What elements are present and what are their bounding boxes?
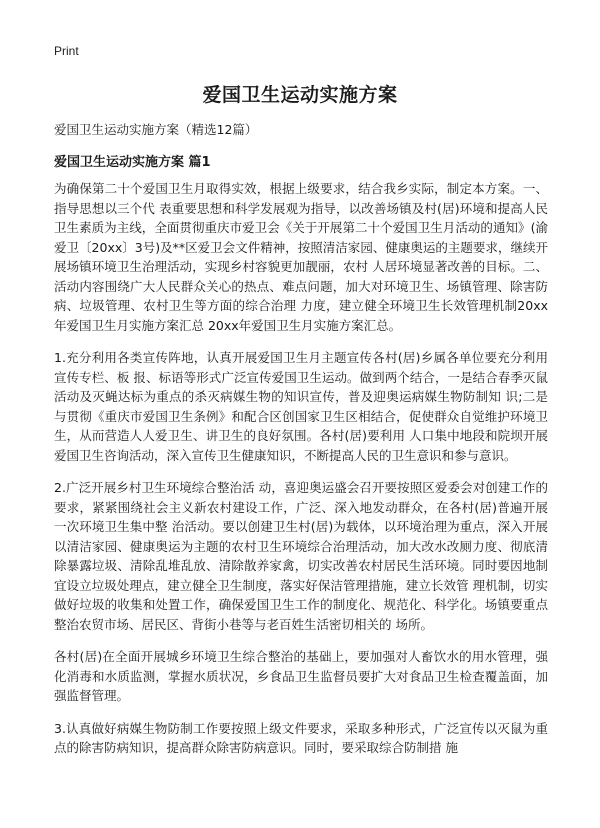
paragraph-1: 1.充分利用各类宣传阵地，认真开展爱国卫生月主题宣传各村(居)乡属各单位要充分利用宣传专栏、板 报、标语等形式广泛宣传爱国卫生运动。做到两个结合，一是结合春季灭鼠活动及灭蝇达标为重点的杀灭病媒生物的知识宣传，普及迎奥运病媒生物防制知 识;二是与贯彻《重庆市爱国卫生条例》和配合区创国家卫生区相结合，促使群众自觉维护环境卫生，从而营造人人爱卫生、讲卫生的良好氛围。各村(居)要利用 人口集中地段和院坝开展爱国卫生咨询活动，深入宣传卫生健康知识，不断提高人民的卫生意识和参与意识。 — [54, 350, 548, 463]
document-title: 爱国卫生运动实施方案 — [202, 84, 398, 106]
paragraph-water-management: 各村(居)在全面开展城乡环境卫生综合整治的基础上，要加强对人畜饮水的用水管理，强化消毒和水质监测，掌握水质状况，乡食品卫生监督员要扩大对食品卫生检查覆盖面，加强监督管理。 — [54, 649, 548, 703]
paragraph-intro: 为确保第二十个爱国卫生月取得实效，根据上级要求，结合我乡实际，制定本方案。一、指导思想以三个代 表重要思想和科学发展观为指导，以改善场镇及村(居)环境和提高人民卫生素质为主线，全面贯彻重庆市爱卫会《关于开展第二十个爱国卫生月活动的通知》(渝爱卫〔20xx〕3号)及**区爱卫会文件精神，按照清洁家园、健康奥运的主题要求，继续开展场镇环境卫生治理活动，实现乡村容貌更加靓丽，农村 人居环境显著改善的目标。二、活动内容围绕广大人民群众关心的热点、难点问题，加大对环境卫生、场镇管理、除害防病、垃圾管理、农村卫生等方面的综合治理 力度，建立健全环境卫生长效管理机制20xx年爱国卫生月实施方案汇总 20xx年爱国卫生月实施方案汇总。 — [54, 181, 548, 333]
document-subtitle: 爱国卫生运动实施方案（精选12篇） — [54, 122, 258, 137]
document-body — [54, 179, 548, 771]
paragraph-2: 2.广泛开展乡村卫生环境综合整治活 动，喜迎奥运盛会召开要按照区爱委会对创建工作的要求，紧紧围绕社会主义新农村建设工作，广泛、深入地发动群众，在各村(居)普遍开展一次环境卫生集中整 治活动。要以创建卫生村(居)为载体，以环境治理为重点，深入开展以清洁家园、健康奥运为主题的农村卫生环境综合治理活动，加大改水改厕力度、彻底清 除暴露垃圾、清除乱堆乱放、清除散养家禽，切实改善农村居民生活环境。同时要因地制宜设立垃圾处理点，建立健全卫生制度，落实好保洁管理措施，建立长效管 理机制，切实做好垃圾的收集和处置工作，确保爱国卫生工作的制度化、规范化、科学化。场镇要重点整治农贸市场、居民区、背街小巷等与老百姓生活密切相关的 场所。 — [54, 480, 548, 632]
paragraph-3: 3.认真做好病媒生物防制工作要按照上级文件要求，采取多种形式，广泛宣传以灭鼠为重点的除害防病知识，提高群众除害防病意识。同时，要采取综合防制措 施 — [54, 720, 548, 755]
section-heading: 爱国卫生运动实施方案 篇1 — [54, 155, 211, 170]
print-label[interactable]: Print — [54, 44, 79, 58]
